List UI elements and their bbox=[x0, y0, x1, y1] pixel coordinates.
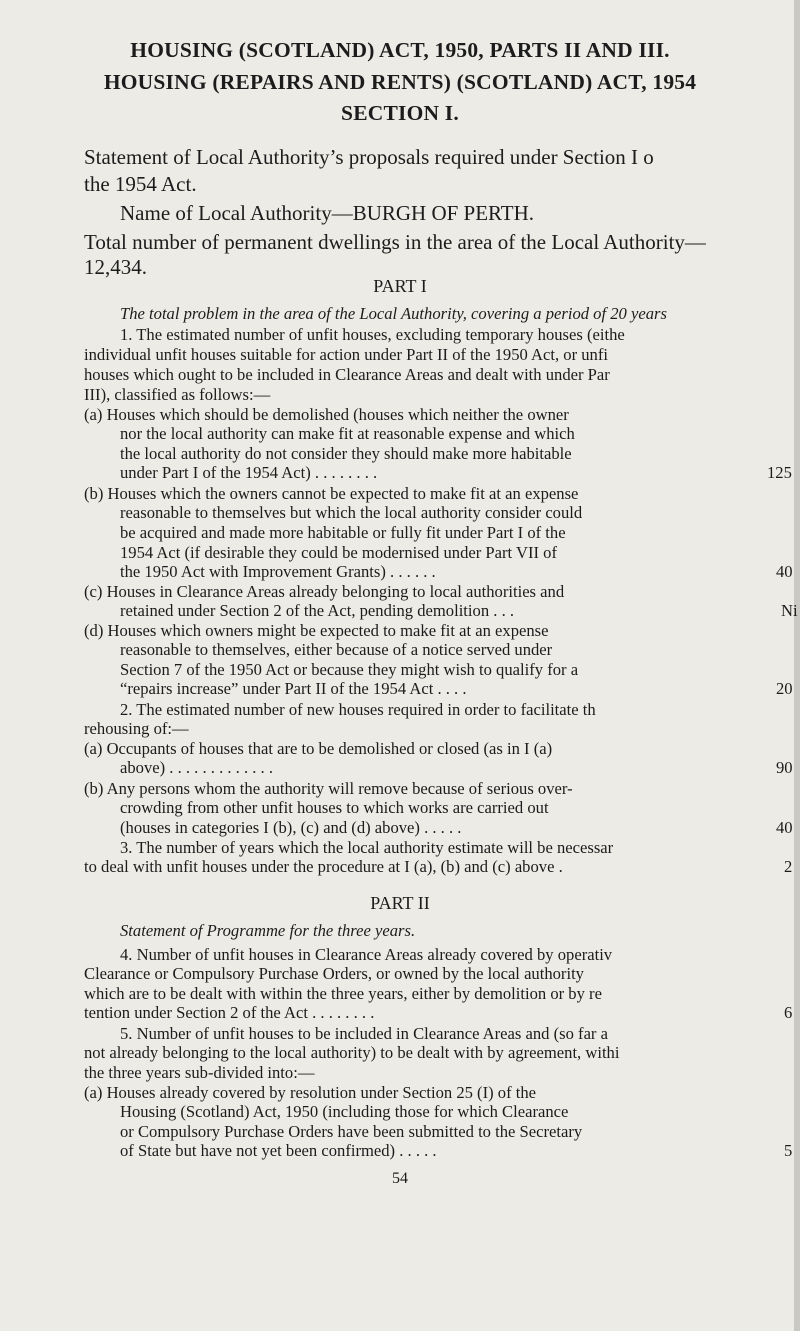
item-2-line: 2. The estimated number of new houses required in order to facilitate th bbox=[120, 700, 596, 719]
item-4-line: 4. Number of unfit houses in Clearance Areas already covered by operativ bbox=[120, 945, 613, 964]
item-1-line: individual unfit houses suitable for action under Part II of the 1950 Act, or unfi bbox=[84, 345, 608, 364]
item-1b-line: the 1950 Act with Improvement Grants) . . . . . . bbox=[120, 562, 436, 581]
item-1-line: 1. The estimated number of unfit houses, excluding temporary houses (eithe bbox=[120, 325, 625, 344]
item-1c-line: retained under Section 2 of the Act, pending demolition . . . bbox=[120, 601, 515, 620]
item-1c-line: (c) Houses in Clearance Areas already belonging to local authorities and bbox=[84, 582, 565, 601]
item-4-line: tention under Section 2 of the Act . . . . . . . . bbox=[84, 1003, 375, 1022]
item-1b-line: (b) Houses which the owners cannot be expected to make fit at an expense bbox=[84, 484, 579, 503]
item-2b-value: 40 bbox=[776, 818, 793, 837]
authority-name: Name of Local Authority—BURGH OF PERTH. bbox=[120, 201, 535, 225]
statement-line-1: Statement of Local Authority’s proposals required under Section I o bbox=[84, 145, 654, 169]
heading-line-1: HOUSING (SCOTLAND) ACT, 1950, PARTS II AND III. bbox=[130, 38, 670, 62]
item-5a-value: 5 bbox=[784, 1141, 793, 1160]
item-1a-line: (a) Houses which should be demolished (houses which neither the owner bbox=[84, 405, 569, 424]
item-1d-value: 20 bbox=[776, 679, 793, 698]
item-1a-line: under Part I of the 1954 Act) . . . . . . . . bbox=[120, 463, 378, 482]
item-1b-line: reasonable to themselves but which the local authority consider could bbox=[120, 503, 583, 522]
item-2a-value: 90 bbox=[776, 758, 793, 777]
item-4-value: 6 bbox=[784, 1003, 793, 1022]
item-5a-line: Housing (Scotland) Act, 1950 (including those for which Clearance bbox=[120, 1102, 569, 1121]
item-3-line: to deal with unfit houses under the procedure at I (a), (b) and (c) above . bbox=[84, 857, 563, 876]
item-1a-line: the local authority do not consider they should make more habitable bbox=[120, 444, 572, 463]
item-1b-line: 1954 Act (if desirable they could be modernised under Part VII of bbox=[120, 543, 558, 562]
item-5-line: not already belonging to the local authority) to be dealt with by agreement, withi bbox=[84, 1043, 620, 1062]
page-number: 54 bbox=[392, 1170, 408, 1187]
item-5a-line: (a) Houses already covered by resolution under Section 25 (I) of the bbox=[84, 1083, 537, 1102]
item-5a-line: of State but have not yet been confirmed) . . . . . bbox=[120, 1141, 437, 1160]
item-1d-line: Section 7 of the 1950 Act or because they might wish to qualify for a bbox=[120, 660, 579, 679]
item-4-line: Clearance or Compulsory Purchase Orders, or owned by the local authority bbox=[84, 964, 584, 983]
item-2b-line: (houses in categories I (b), (c) and (d) above) . . . . . bbox=[120, 818, 462, 837]
total-dwellings-line-1: Total number of permanent dwellings in the area of the Local Authority— bbox=[84, 230, 706, 254]
item-2a-line: above) . . . . . . . . . . . . . bbox=[120, 758, 274, 777]
item-1b-line: be acquired and made more habitable or fully fit under Part I of the bbox=[120, 523, 566, 542]
part-2-title: PART II bbox=[370, 893, 430, 913]
item-1b-value: 40 bbox=[776, 562, 793, 581]
item-1a-value: 125 bbox=[767, 463, 792, 482]
item-1d-line: “repairs increase” under Part II of the 1954 Act . . . . bbox=[120, 679, 467, 698]
item-1c-value: Ni bbox=[781, 601, 798, 620]
item-5-line: 5. Number of unfit houses to be included in Clearance Areas and (so far a bbox=[120, 1024, 608, 1043]
item-3-line: 3. The number of years which the local authority estimate will be necessar bbox=[120, 838, 614, 857]
heading-line-2: HOUSING (REPAIRS AND RENTS) (SCOTLAND) ACT, 1954 bbox=[103, 70, 697, 94]
item-1d-line: reasonable to themselves, either because of a notice served under bbox=[120, 640, 553, 659]
item-2b-line: crowding from other unfit houses to which works are carried out bbox=[120, 798, 549, 817]
part-1-subtitle: The total problem in the area of the Local Authority, covering a period of 20 years bbox=[120, 304, 667, 323]
item-2-line: rehousing of:— bbox=[84, 719, 189, 738]
item-5-line: the three years sub-divided into:— bbox=[84, 1063, 315, 1082]
total-dwellings-line-2: 12,434. bbox=[84, 255, 147, 279]
item-2a-line: (a) Occupants of houses that are to be demolished or closed (as in I (a) bbox=[84, 739, 553, 758]
part-1-title: PART I bbox=[373, 276, 427, 296]
item-1-line: III), classified as follows:— bbox=[84, 385, 271, 404]
item-1-line: houses which ought to be included in Clearance Areas and dealt with under Par bbox=[84, 365, 610, 384]
part-2-subtitle: Statement of Programme for the three years. bbox=[120, 921, 416, 940]
item-2b-line: (b) Any persons whom the authority will remove because of serious over- bbox=[84, 779, 573, 798]
statement-line-2: the 1954 Act. bbox=[84, 172, 197, 196]
item-1d-line: (d) Houses which owners might be expected to make fit at an expense bbox=[84, 621, 549, 640]
page-edge-shadow bbox=[794, 0, 800, 1331]
item-1a-line: nor the local authority can make fit at reasonable expense and which bbox=[120, 424, 575, 443]
item-5a-line: or Compulsory Purchase Orders have been submitted to the Secretary bbox=[120, 1122, 583, 1141]
heading-line-3: SECTION I. bbox=[341, 101, 459, 125]
item-3-value: 2 bbox=[784, 857, 793, 876]
item-4-line: which are to be dealt with within the three years, either by demolition or by re bbox=[84, 984, 602, 1003]
